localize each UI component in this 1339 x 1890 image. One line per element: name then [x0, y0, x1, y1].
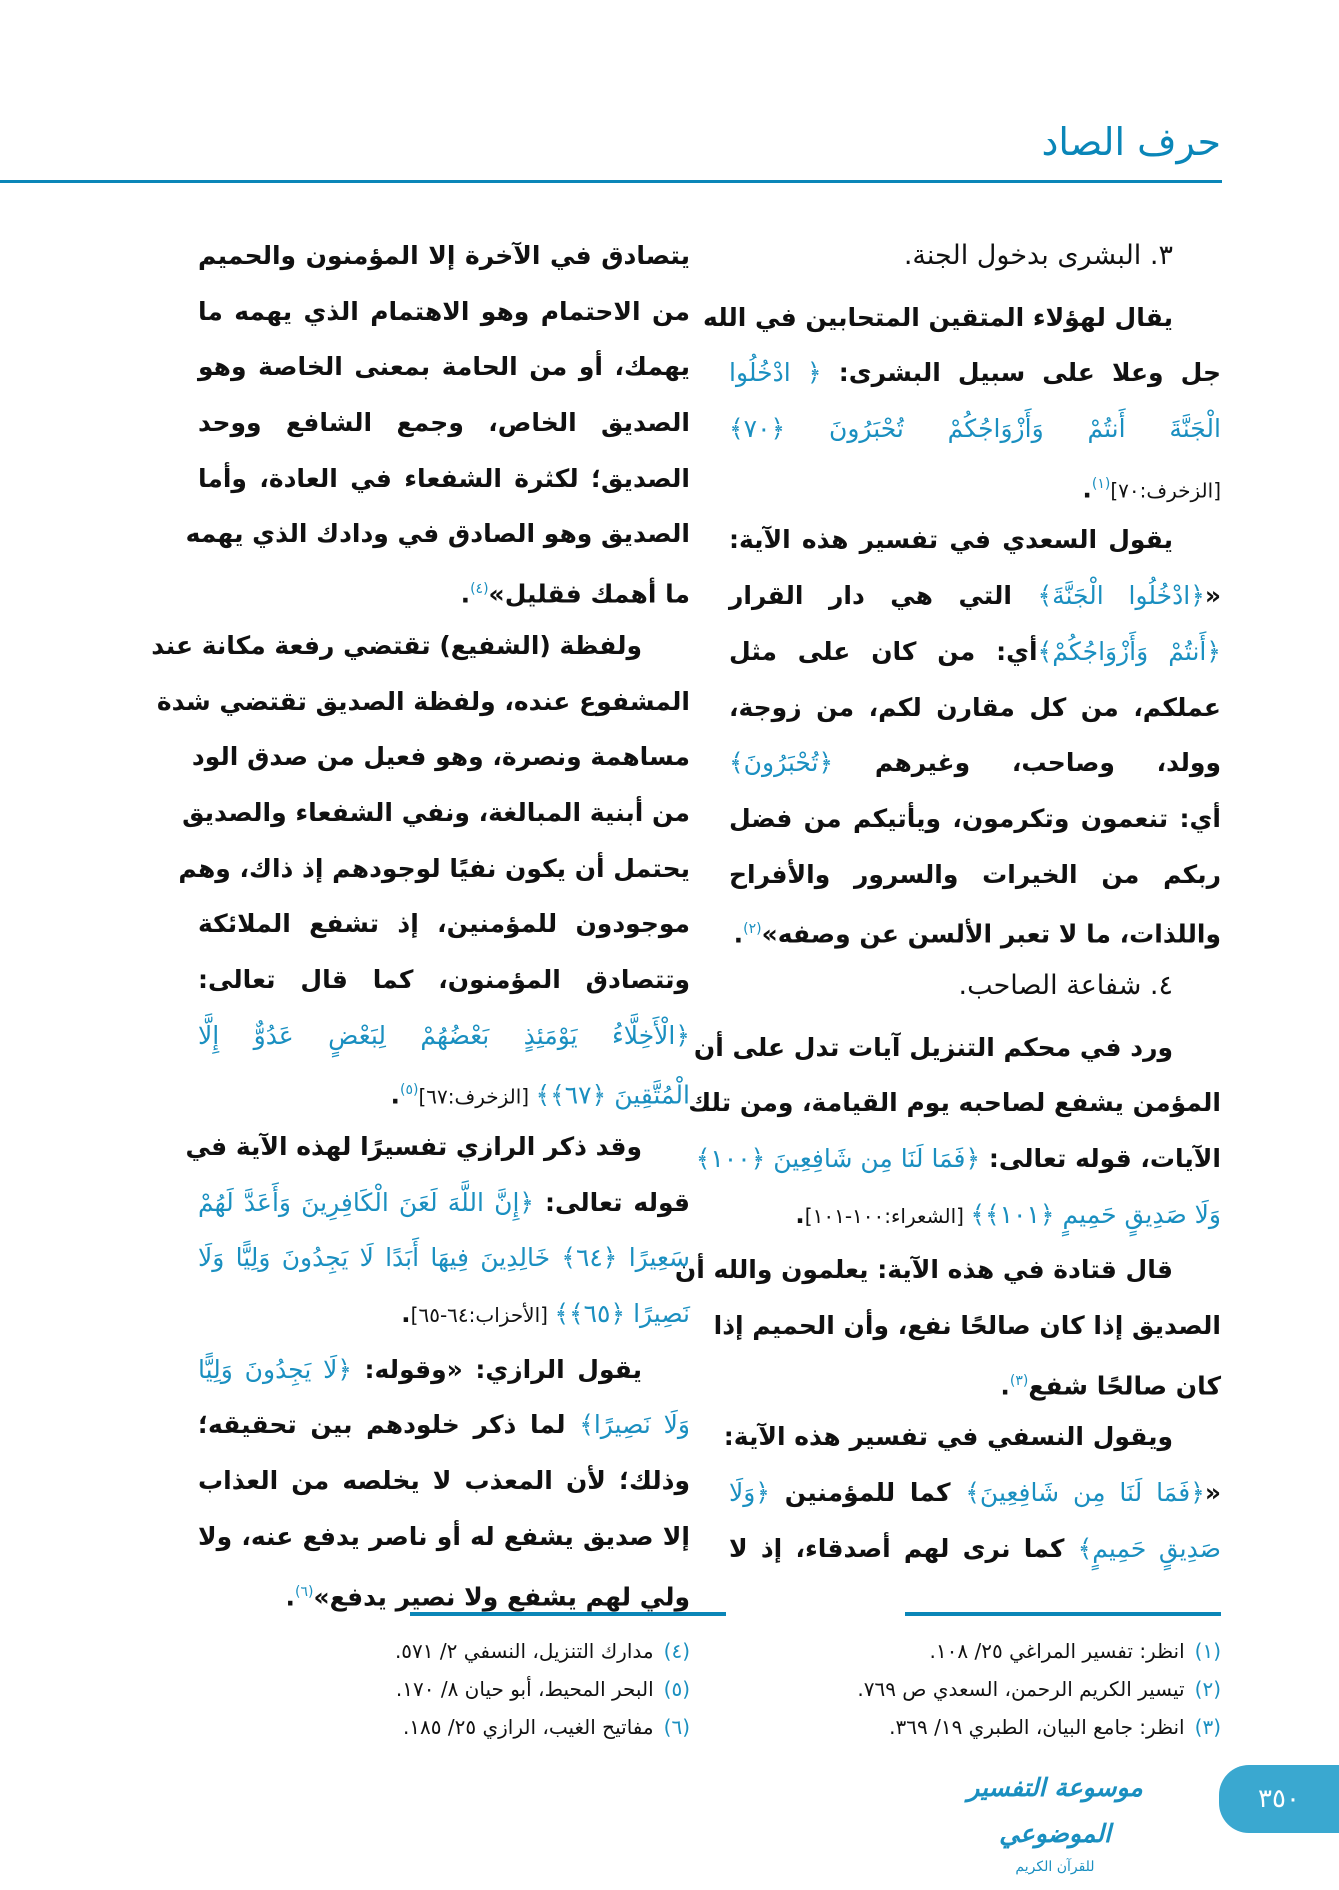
body-text: ورد في محكم التنزيل آيات تدل على أن [693, 1032, 1173, 1062]
text-line [198, 1509, 690, 1565]
footnote-ref: (٤) [470, 581, 489, 598]
page-number: ٣٥٠ [1258, 1784, 1300, 1814]
body-text: من الاحتمام وهو الاهتمام الذي يهمه ما [198, 296, 690, 326]
left-column [151, 228, 690, 1620]
text-line [729, 735, 1221, 791]
footnote-text: مفاتيح الغيب، الرازي ٢٥/ ١٨٥. [402, 1715, 654, 1739]
body-text: وولد، وصاحب، وغيرهم [833, 748, 1221, 778]
quran-verse: ﴿فَمَا لَنَا مِن شَافِعِينَ ﴿١٠٠﴾ [695, 1144, 981, 1173]
text-line [198, 1286, 690, 1342]
text-line [198, 562, 690, 618]
text-line [198, 1453, 690, 1509]
verse-citation: [الزخرف:٦٧] [418, 1084, 536, 1109]
text-line [693, 1020, 1221, 1076]
text-line [198, 451, 690, 507]
text-line [729, 1521, 1221, 1577]
body-text: ولي لهم يشفع ولا نصير يدفع» [313, 1581, 690, 1611]
text-line [198, 1397, 690, 1453]
text-line [178, 841, 690, 897]
body-text: « [1204, 581, 1221, 611]
section-heading [729, 228, 1221, 284]
body-text: كما للمؤمنين [769, 1478, 966, 1508]
body-text: يقول الرازي: «وقوله: [351, 1354, 643, 1384]
body-text: كما نرى لهم أصدقاء، إذ لا [729, 1533, 1078, 1563]
text-line [198, 228, 690, 284]
body-text: من أبنية المبالغة، ونفي الشفعاء والصديق [182, 797, 690, 827]
body-text: . [1000, 1371, 1010, 1401]
text-line [198, 1230, 690, 1286]
text-line [198, 1175, 690, 1231]
footnotes-left [240, 1632, 690, 1746]
body-text: يهمك، أو من الحامة بمعنى الخاصة وهو [198, 352, 690, 382]
body-text: وتتصادق المؤمنون، كما قال تعالى: [198, 964, 690, 994]
quran-verse: ﴿فَمَا لَنَا مِن شَافِعِينَ﴾ [965, 1478, 1205, 1508]
body-text: يقول السعدي في تفسير هذه الآية: [729, 525, 1173, 555]
text-line [185, 506, 690, 562]
quran-verse: ﴿وَلَا [729, 1478, 770, 1508]
body-text: . [401, 1299, 411, 1329]
text-line [674, 1242, 1221, 1298]
quran-verse: وَلَا نَصِيرًا﴾ [579, 1410, 690, 1440]
footnote-number: (١) [1194, 1639, 1221, 1663]
footnotes-right [721, 1632, 1221, 1746]
text-line [729, 902, 1221, 958]
footnote [721, 1632, 1221, 1670]
body-text: ولفظة (الشفيع) تقتضي رفعة مكانة عند [151, 630, 642, 660]
body-text: المشفوع عنده، ولفظة الصديق تقتضي شدة [156, 686, 690, 716]
body-text: ما أهمك فقليل» [488, 579, 690, 609]
body-text: يقال لهؤلاء المتقين المتحابين في الله [703, 302, 1173, 332]
body-text: أي: من كان على مثل [729, 636, 1038, 666]
footnote [240, 1632, 690, 1670]
text-line [729, 680, 1221, 736]
logo-subtitle: للقرآن الكريم [1015, 1859, 1095, 1875]
body-text: لما ذكر خلودهم بين تحقيقه؛ [198, 1410, 580, 1440]
body-text: التي هي دار القرار [729, 581, 1038, 611]
quran-verse: الْجَنَّةَ أَنتُمْ وَأَزْوَاجُكُمْ تُحْبَرُونَ ﴿٧٠﴾ [729, 414, 1221, 444]
body-text: . [390, 1080, 400, 1110]
body-text: المؤمن يشفع لصاحبه يوم القيامة، ومن تلك [688, 1088, 1221, 1118]
encyclopedia-logo [930, 1765, 1180, 1875]
text-line [191, 729, 690, 785]
text-line [729, 401, 1221, 457]
body-text: ٤. شفاعة الصاحب. [958, 969, 1173, 1001]
body-text: قال قتادة في هذه الآية: يعلمون والله أن [674, 1255, 1173, 1285]
text-line [729, 624, 1221, 680]
text-line [198, 395, 690, 451]
text-line [688, 1075, 1221, 1131]
footnote-number: (٤) [663, 1639, 690, 1663]
text-line [713, 1298, 1221, 1354]
footnote-ref: (١) [1091, 475, 1111, 492]
body-text: الصديق وهو الصادق في ودادك الذي يهمه [185, 519, 690, 549]
text-line [729, 1354, 1221, 1410]
footnote-number: (٥) [663, 1677, 690, 1701]
footnote-ref: (٦) [295, 1583, 314, 1600]
body-text: وذلك؛ لأن المعذب لا يخلصه من العذاب [198, 1466, 690, 1496]
body-text: « [1204, 1478, 1221, 1508]
body-text: الصديق إذا كان صالحًا نفع، وأن الحميم إذا [713, 1311, 1221, 1341]
body-text: . [285, 1581, 296, 1611]
quran-verse: سَعِيرًا ﴿٦٤﴾ خَالِدِينَ فِيهَا أَبَدًا لَا يَجِدُونَ وَلِيًّا وَلَا [198, 1243, 690, 1273]
body-text: ويقول النسفي في تفسير هذه الآية: [723, 1422, 1173, 1452]
page-number-badge [1219, 1765, 1339, 1833]
quran-verse: ﴿تُحْبَرُونَ﴾ [729, 748, 834, 778]
text-line [729, 345, 1221, 401]
footnote-text: البحر المحيط، أبو حيان ٨/ ١٧٠. [395, 1677, 654, 1701]
text-line [156, 674, 690, 730]
body-text: الصديق الخاص، وجمع الشافع ووحد [198, 408, 690, 438]
footnote-text: انظر: جامع البيان، الطبري ١٩/ ٣٦٩. [889, 1715, 1185, 1739]
footnote [721, 1670, 1221, 1708]
footnote-text: انظر: تفسير المراغي ٢٥/ ١٠٨. [929, 1639, 1185, 1663]
footnote-divider-left [410, 1612, 726, 1616]
body-text: عملكم، من كل مقارن لكم، من زوجة، [729, 692, 1221, 722]
body-text: كان صالحًا شفع [1028, 1371, 1221, 1401]
body-text: . [795, 1199, 805, 1229]
text-line [729, 568, 1221, 624]
text-line [151, 618, 690, 674]
body-text: ٣. البشرى بدخول الجنة. [903, 240, 1173, 271]
text-line [729, 1465, 1221, 1521]
body-text: . [1082, 474, 1092, 504]
verse-citation: [الأحزاب:٦٤-٦٥] [410, 1303, 555, 1328]
quran-verse: ﴿ ادْخُلُوا [729, 358, 822, 388]
text-line [729, 457, 1221, 513]
quran-verse: صَدِيقٍ حَمِيمٍ﴾ [1077, 1533, 1221, 1563]
body-text: الصديق؛ لكثرة الشفعاء في العادة، وأما [198, 463, 690, 493]
text-line [729, 1187, 1221, 1243]
footnote-ref: (٣) [1009, 1372, 1029, 1389]
text-line [198, 1008, 690, 1064]
body-text: مساهمة ونصرة، وهو فعيل من صدق الود [191, 742, 690, 772]
text-line [198, 896, 690, 952]
body-text: يتصادق في الآخرة إلا المؤمنون والحميم [198, 241, 690, 270]
body-text: ربكم من الخيرات والسرور والأفراح [729, 859, 1221, 889]
verse-citation: [الزخرف:٧٠] [1110, 478, 1221, 503]
text-line [723, 1409, 1221, 1465]
text-line [198, 1063, 690, 1119]
body-text: جل وعلا على سبيل البشرى: [821, 358, 1221, 388]
quran-verse: الْمُتَّقِينَ ﴿٦٧﴾﴾ [535, 1080, 690, 1110]
footnote [240, 1670, 690, 1708]
footnote-number: (٢) [1194, 1677, 1221, 1701]
verse-citation: [الشعراء:١٠٠-١٠١] [804, 1203, 971, 1228]
body-text: يحتمل أن يكون نفيًا لوجودهم إذ ذاك، وهم [178, 853, 690, 883]
text-line [695, 1131, 1221, 1187]
footnote-text: مدارك التنزيل، النسفي ٢/ ٥٧١. [394, 1639, 654, 1663]
footnote-ref: (٢) [743, 921, 762, 938]
text-line [729, 512, 1221, 568]
text-line [198, 1342, 690, 1398]
quran-verse: ﴿أَنتُمْ وَأَزْوَاجُكُمْ﴾ [1037, 636, 1221, 666]
quran-verse: ﴿ادْخُلُوا الْجَنَّةَ﴾ [1037, 581, 1205, 611]
quran-verse: نَصِيرًا ﴿٦٥﴾﴾ [554, 1299, 690, 1329]
body-text: . [733, 919, 744, 949]
body-text: قوله تعالى: [534, 1187, 690, 1217]
text-line [182, 785, 690, 841]
text-line [198, 284, 690, 340]
header-divider [0, 180, 1222, 183]
quran-verse: ﴿إِنَّ اللَّهَ لَعَنَ الْكَافِرِينَ وَأَعَدَّ لَهُمْ [198, 1187, 535, 1217]
body-text: وقد ذكر الرازي تفسيرًا لهذه الآية في [185, 1132, 642, 1161]
text-line [703, 290, 1221, 346]
quran-verse: وَلَا صَدِيقٍ حَمِيمٍ ﴿١٠١﴾﴾ [970, 1199, 1221, 1229]
body-text: أي: تنعمون وتكرمون، ويأتيكم من فضل [729, 803, 1221, 833]
footnote-ref: (٥) [399, 1082, 419, 1099]
right-column [674, 228, 1221, 1577]
text-line [198, 952, 690, 1008]
footnote-divider-right [905, 1612, 1221, 1616]
body-text: موجودون للمؤمنين، إذ تشفع الملائكة [198, 909, 690, 939]
logo-title: موسوعة التفسير الموضوعي [967, 1773, 1143, 1848]
quran-verse: ﴿لَا يَجِدُونَ وَلِيًّا [198, 1354, 352, 1384]
text-line [185, 1119, 690, 1175]
text-line [198, 339, 690, 395]
text-line [729, 791, 1221, 847]
chapter-title: حرف الصاد [1041, 120, 1221, 164]
footnote [721, 1708, 1221, 1746]
footnote-number: (٣) [1194, 1715, 1221, 1739]
body-text: الآيات، قوله تعالى: [980, 1144, 1221, 1173]
footnote [240, 1708, 690, 1746]
footnote-text: تيسير الكريم الرحمن، السعدي ص ٧٦٩. [857, 1677, 1185, 1701]
section-heading [729, 958, 1221, 1014]
quran-verse: ﴿الْأَخِلَّاءُ يَوْمَئِذٍ بَعْضُهُمْ لِبَعْضٍ عَدُوٌّ إِلَّا [198, 1020, 690, 1050]
footnote-number: (٦) [663, 1715, 690, 1739]
body-text: . [460, 579, 471, 609]
body-text: إلا صديق يشفع له أو ناصر يدفع عنه، ولا [198, 1521, 690, 1551]
body-text: واللذات، ما لا تعبر الألسن عن وصفه» [761, 919, 1221, 949]
text-line [729, 847, 1221, 903]
